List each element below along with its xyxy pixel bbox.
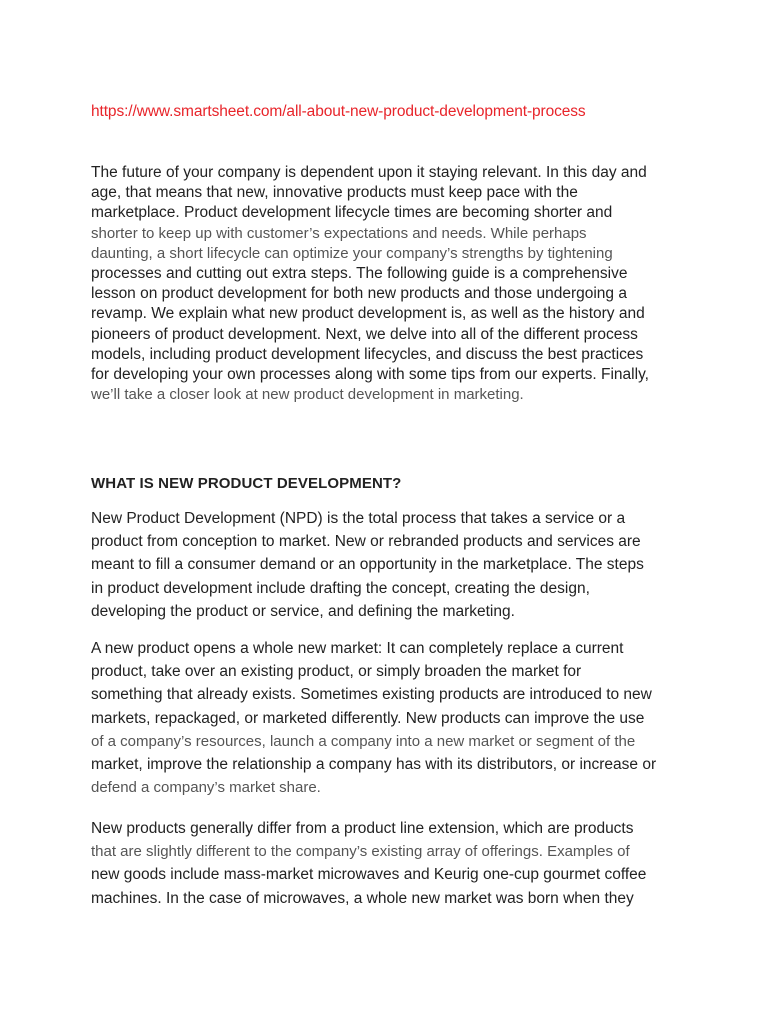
paragraph-line: developing the product or service, and defining the marketing. <box>91 602 515 620</box>
paragraph-new-market <box>91 637 691 799</box>
intro-line: shorter to keep up with customer’s expectations and needs. While perhaps <box>91 224 587 242</box>
paragraph-line: A new product opens a whole new market: It can completely replace a current <box>91 640 624 657</box>
paragraph-line: market, improve the relationship a company has with its distributors, or increase or <box>91 756 657 774</box>
paragraph-line: of a company’s resources, launch a company into a new market or segment of the <box>91 732 636 750</box>
paragraph-npd-definition <box>91 507 691 623</box>
paragraph-line-extension <box>91 817 691 910</box>
paragraph-line: product, take over an existing product, or simply broaden the market for <box>91 663 582 681</box>
paragraph-line: product from conception to market. New or rebranded products and services are <box>91 533 641 551</box>
intro-line: age, that means that new, innovative products must keep pace with the <box>91 184 578 202</box>
paragraph-line: new goods include mass-market microwaves and Keurig one-cup gourmet coffee <box>91 866 647 884</box>
intro-line: daunting, a short lifecycle can optimize your company’s strengths by tightening <box>91 244 613 262</box>
paragraph-line: machines. In the case of microwaves, a whole new market was born when they <box>91 889 634 907</box>
paragraph-line: meant to fill a consumer demand or an opportunity in the marketplace. The steps <box>91 556 644 574</box>
paragraph-line: markets, repackaged, or marketed differently. New products can improve the use <box>91 709 645 727</box>
intro-line: pioneers of product development. Next, we delve into all of the different process <box>91 325 638 343</box>
section-heading: WHAT IS NEW PRODUCT DEVELOPMENT? <box>91 475 402 492</box>
source-link[interactable]: https://www.smartsheet.com/all-about-new-product-development-process <box>91 103 586 120</box>
intro-line: lesson on product development for both new products and those undergoing a <box>91 285 627 303</box>
intro-line: The future of your company is dependent upon it staying relevant. In this day and <box>91 164 647 181</box>
paragraph-line: New products generally differ from a product line extension, which are products <box>91 820 634 837</box>
paragraph-line: something that already exists. Sometimes existing products are introduced to new <box>91 686 652 704</box>
intro-paragraph <box>91 163 691 405</box>
intro-line: revamp. We explain what new product development is, as well as the history and <box>91 305 645 323</box>
paragraph-line: that are slightly different to the company’s existing array of offerings. Examples of <box>91 843 630 861</box>
paragraph-line: New Product Development (NPD) is the total process that takes a service or a <box>91 510 626 527</box>
intro-line: processes and cutting out extra steps. The following guide is a comprehensive <box>91 265 628 283</box>
intro-line: we’ll take a closer look at new product development in marketing. <box>91 386 524 404</box>
intro-line: for developing your own processes along with some tips from our experts. Finally, <box>91 366 649 384</box>
paragraph-line: in product development include drafting the concept, creating the design, <box>91 579 590 597</box>
intro-line: marketplace. Product development lifecycle times are becoming shorter and <box>91 204 613 222</box>
paragraph-line: defend a company’s market share. <box>91 779 321 797</box>
intro-line: models, including product development lifecycles, and discuss the best practices <box>91 345 644 363</box>
